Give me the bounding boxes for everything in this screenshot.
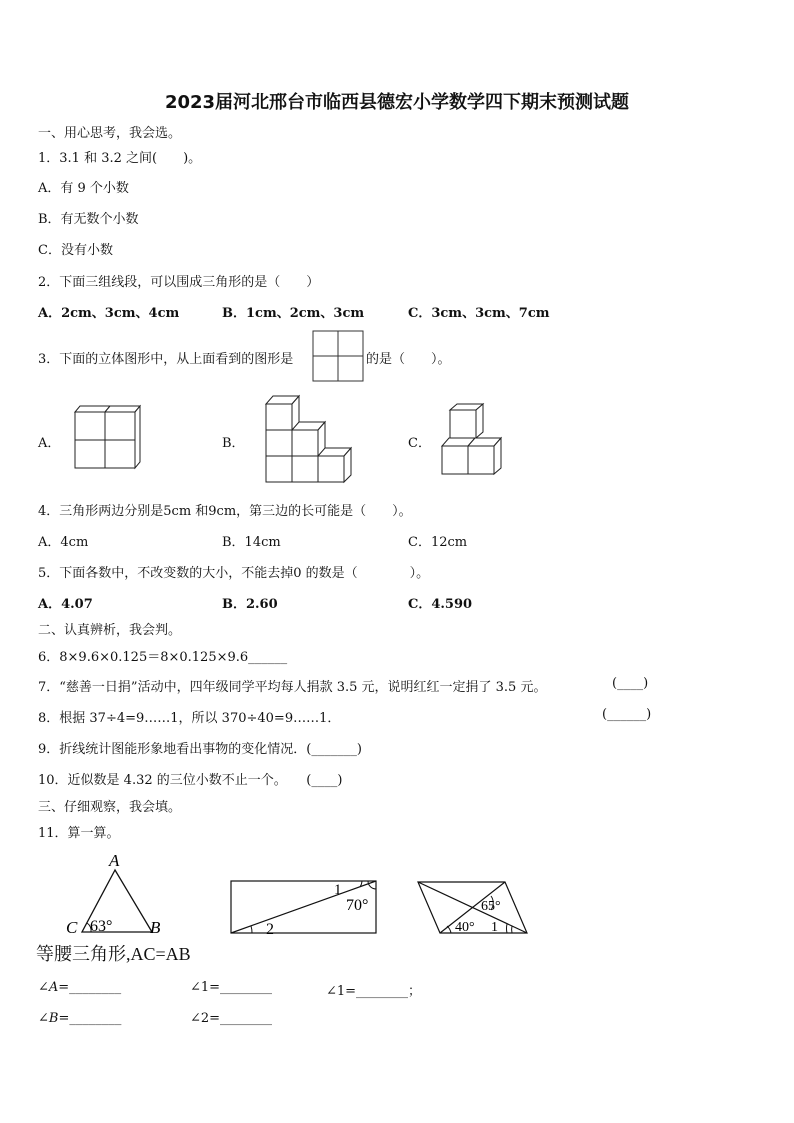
angle-1-label: 1 (491, 920, 498, 935)
question-7-stem: 7．“慈善一日捐”活动中，四年级同学平均每人捐款 3.5 元，说明红红一定捐了 3.5 元。 (38, 680, 547, 695)
cube-figure-a (70, 402, 140, 472)
cube-figure-b (262, 392, 357, 487)
question-9-stem: 9．折线统计图能形象地看出事物的变化情况．(_______) (38, 742, 362, 757)
angle-70-label: 70° (346, 897, 369, 914)
question-7-answer-blank[interactable]: (____) (612, 676, 649, 691)
answer-angle-b[interactable]: ∠B=________ (38, 1011, 122, 1026)
vertex-a-label: A (109, 851, 120, 870)
parallelogram-figure (415, 880, 535, 938)
isosceles-triangle-figure (60, 852, 180, 937)
answer-angle-1-rect[interactable]: ∠1=________ (190, 980, 273, 995)
question-4-option-b: B．14cm (222, 535, 281, 550)
cube-figure-c (438, 402, 513, 477)
question-5-stem: 5．下面各数中，不改变数的大小，不能去掉0 的数是（ ）。 (38, 566, 430, 581)
question-1-option-b: B．有无数个小数 (38, 212, 139, 227)
angle-65-label: 65° (481, 899, 501, 914)
question-5-option-a: A．4.07 (38, 597, 93, 612)
section-heading-3: 三、仔细观察，我会填。 (38, 800, 182, 815)
question-5-option-c: C．4.590 (408, 597, 473, 612)
question-2-option-c: C．3cm、3cm、7cm (408, 306, 550, 321)
question-2-option-b: B．1cm、2cm、3cm (222, 306, 365, 321)
question-6-stem: 6．8×9.6×0.125＝8×0.125×9.6______ (38, 650, 288, 665)
answer-angle-a[interactable]: ∠A=________ (38, 980, 122, 995)
question-2-stem: 2．下面三组线段，可以围成三角形的是（ ） (38, 275, 320, 290)
question-4-option-c: C．12cm (408, 535, 468, 550)
question-4-option-a: A．4cm (38, 535, 89, 550)
question-8-stem: 8．根据 37÷4=9……1，所以 370÷40=9……1． (38, 711, 341, 726)
question-1-option-c: C．没有小数 (38, 243, 113, 258)
question-3-option-c: C． (408, 436, 431, 451)
page-title: 2023届河北邢台市临西县德宏小学数学四下期末预测试题 (164, 92, 630, 113)
top-view-figure (312, 330, 364, 382)
vertex-c-label: C (66, 918, 78, 937)
question-3-option-a: A． (38, 436, 61, 451)
answer-angle-1-parallelogram[interactable]: ∠1=________； (326, 984, 422, 999)
section-heading-1: 一、用心思考，我会选。 (38, 126, 182, 141)
triangle-caption: 等腰三角形,AC=AB (36, 944, 191, 964)
question-2-option-a: A．2cm、3cm、4cm (38, 306, 180, 321)
question-1-option-a: A．有 9 个小数 (38, 181, 129, 196)
question-4-stem: 4．三角形两边分别是5cm 和9cm，第三边的长可能是（ ）。 (38, 504, 412, 519)
question-10-stem: 10．近似数是 4.32 的三位小数不止一个。 (____) (38, 773, 343, 788)
answer-angle-2-rect[interactable]: ∠2=________ (190, 1011, 273, 1026)
vertex-b-label: B (150, 918, 161, 937)
angle-1-label: 1 (334, 882, 342, 898)
angle-40-label: 40° (455, 920, 475, 935)
angle-2-label: 2 (266, 921, 274, 938)
section-heading-2: 二、认真辨析，我会判。 (38, 623, 182, 638)
question-3-option-b: B． (222, 436, 245, 451)
question-5-option-b: B．2.60 (222, 597, 278, 612)
question-3-stem-start: 3．下面的立体图形中，从上面看到的图形是 (38, 352, 294, 367)
rectangle-figure (230, 880, 380, 938)
question-8-answer-blank[interactable]: (______) (602, 707, 652, 722)
question-1-stem: 1．3.1 和 3.2 之间( )。 (38, 151, 202, 166)
question-3-stem-end: 的是（ ）。 (366, 352, 451, 367)
question-11-stem: 11．算一算。 (38, 826, 120, 841)
angle-63-label: 63° (90, 918, 113, 935)
